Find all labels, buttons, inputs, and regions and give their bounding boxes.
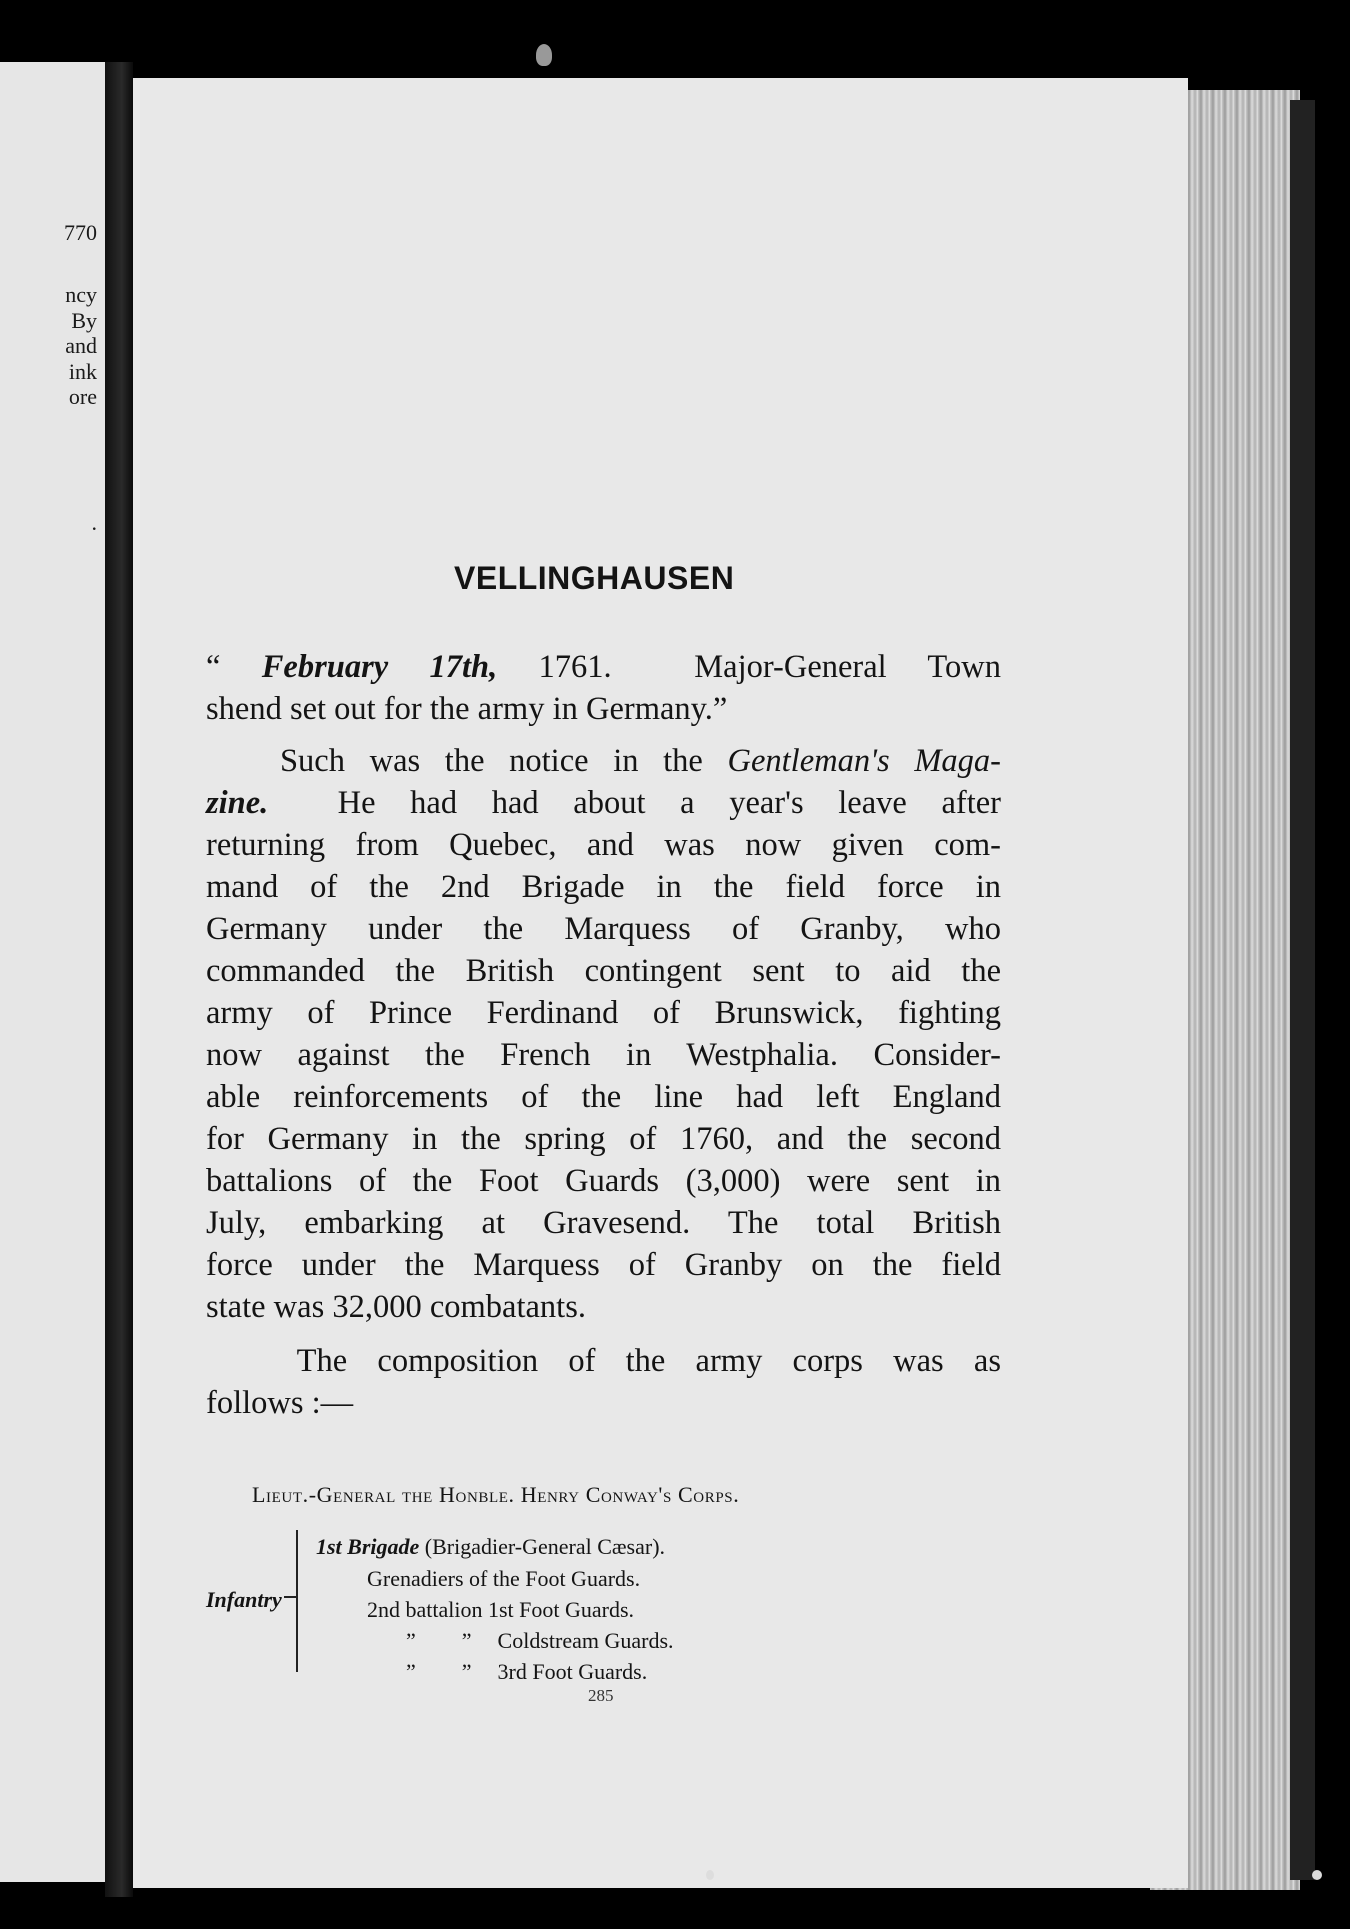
facing-page-fragment: ink bbox=[68, 359, 97, 384]
infantry-label: Infantry bbox=[206, 1587, 282, 1612]
paragraph-3 bbox=[206, 1340, 1001, 1424]
text-line: force under the Marquess of Granby on the field bbox=[206, 1247, 1001, 1283]
text-line: “ February 17th, 1761. Major-General Town bbox=[206, 649, 1001, 685]
text-line: commanded the British contingent sent to aid the bbox=[206, 953, 1001, 989]
page-number: 285 bbox=[588, 1686, 614, 1705]
chapter-title: VELLINGHAUSEN bbox=[454, 560, 735, 596]
scan-mark bbox=[536, 44, 552, 66]
text-line: shend set out for the army in Germany.” bbox=[206, 691, 728, 727]
unit-line: Grenadiers of the Foot Guards. bbox=[367, 1566, 641, 1591]
italic-magazine: Gentleman's Maga- bbox=[727, 743, 1001, 779]
text-line: Such was the notice in the Gentleman's Maga- bbox=[279, 743, 1001, 779]
unit-line: ” ” 3rd Foot Guards. bbox=[406, 1659, 648, 1684]
facing-page-fragment: By bbox=[71, 308, 97, 333]
scan-mark bbox=[1312, 1870, 1322, 1880]
italic-magazine: zine. bbox=[206, 785, 269, 821]
text-line: Germany under the Marquess of Granby, who bbox=[206, 911, 1001, 947]
text-line: The composition of the army corps was as bbox=[296, 1343, 1001, 1379]
facing-page-fragment: 770 bbox=[64, 220, 97, 245]
text-line: July, embarking at Gravesend. The total British bbox=[206, 1205, 1001, 1241]
page-edge-shadow bbox=[1290, 100, 1315, 1880]
facing-page-fragment: ore bbox=[68, 384, 97, 409]
text-line: returning from Quebec, and was now given com- bbox=[206, 827, 1001, 863]
scan-mark bbox=[706, 1870, 714, 1880]
unit-line: ” ” Coldstream Guards. bbox=[406, 1628, 674, 1653]
text-line: able reinforcements of the line had left England bbox=[206, 1079, 1001, 1115]
text-line: army of Prince Ferdinand of Brunswick, fighting bbox=[206, 995, 1001, 1031]
corps-heading: Lieut.-General the Honble. Henry Conway's Corps. bbox=[252, 1482, 740, 1507]
text-line: for Germany in the spring of 1760, and the second bbox=[206, 1121, 1001, 1157]
book-gutter bbox=[105, 62, 133, 1897]
brigade-line: 1st Brigade (Brigadier-General Cæsar). bbox=[316, 1534, 666, 1559]
text-line: now against the French in Westphalia. Consider- bbox=[206, 1037, 1001, 1073]
facing-page bbox=[0, 62, 105, 1882]
text-line: follows :— bbox=[206, 1385, 354, 1421]
paragraph-2 bbox=[206, 740, 1001, 1328]
curly-brace bbox=[296, 1530, 310, 1672]
facing-page-fragment: and bbox=[65, 333, 97, 358]
text-line: zine. He had had about a year's leave after bbox=[206, 785, 1001, 821]
text-line: battalions of the Foot Guards (3,000) were sent in bbox=[206, 1163, 1001, 1199]
unit-line: 2nd battalion 1st Foot Guards. bbox=[367, 1597, 635, 1622]
facing-page-fragment: ncy bbox=[65, 282, 97, 307]
paragraph-1 bbox=[206, 646, 1001, 730]
text-line: state was 32,000 combatants. bbox=[206, 1289, 586, 1325]
text-line: mand of the 2nd Brigade in the field force in bbox=[206, 869, 1001, 905]
italic-date: February 17th, bbox=[261, 649, 498, 685]
brigade-name: 1st Brigade bbox=[316, 1534, 420, 1559]
facing-page-fragment: . bbox=[91, 510, 97, 535]
